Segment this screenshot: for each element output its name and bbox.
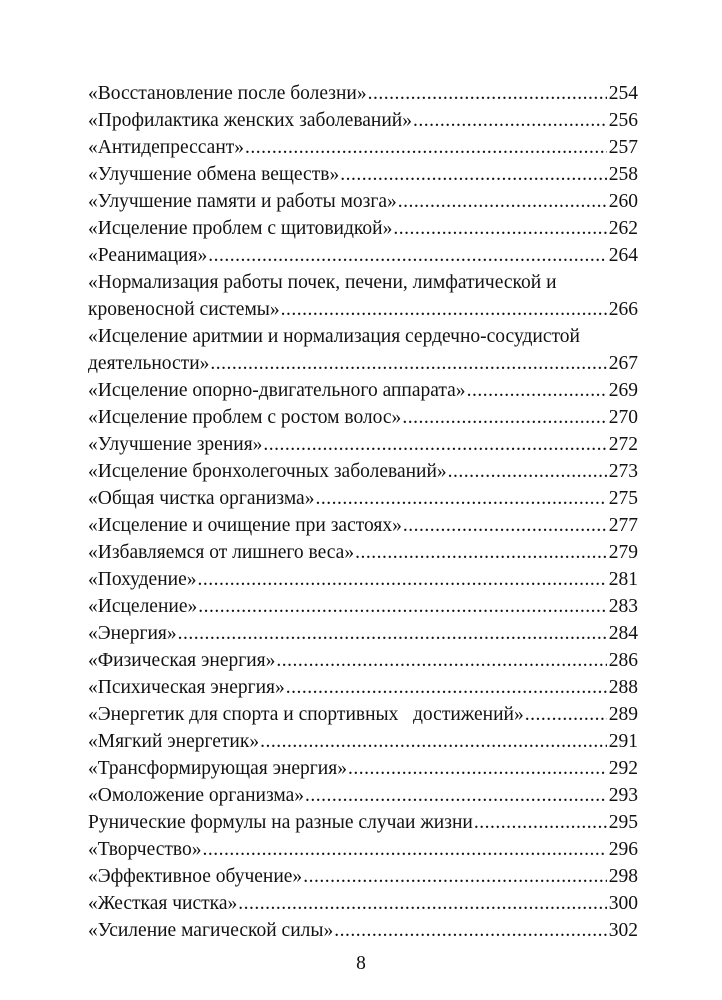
toc-entry-row xyxy=(88,404,638,431)
dot-leader xyxy=(398,188,607,215)
toc-entry-row xyxy=(88,242,638,269)
dot-leader xyxy=(238,890,607,917)
toc-entry-title: «Исцеление бронхолегочных заболеваний» xyxy=(88,461,447,482)
toc-entry xyxy=(88,566,638,593)
dot-leader xyxy=(202,836,606,863)
toc-entry-row xyxy=(88,809,638,836)
toc-entry-page: 291 xyxy=(608,731,638,752)
toc-entry xyxy=(88,161,638,188)
toc-entry-page: 286 xyxy=(608,650,638,671)
toc-entry xyxy=(88,215,638,242)
toc-entry-row xyxy=(88,647,638,674)
dot-leader xyxy=(198,593,607,620)
toc-entry-title: «Исцеление» xyxy=(88,596,198,617)
toc-entry-title: «Исцеление и очищение при застоях» xyxy=(88,515,402,536)
dot-leader xyxy=(448,458,607,485)
table-of-contents xyxy=(88,80,638,944)
toc-entry xyxy=(88,404,638,431)
toc-entry-page: 272 xyxy=(608,434,638,455)
toc-entry-title: «Восстановление после болезни» xyxy=(88,83,367,104)
toc-entry-title: кровеносной системы» xyxy=(88,299,280,320)
toc-entry-page: 262 xyxy=(608,218,638,239)
toc-entry-row xyxy=(88,458,638,485)
toc-entry-row xyxy=(88,620,638,647)
dot-leader xyxy=(208,242,607,269)
toc-entry-title: «Трансформирующая энергия» xyxy=(88,758,347,779)
toc-entry-page: 300 xyxy=(608,893,638,914)
page-number: 8 xyxy=(356,953,366,974)
toc-entry-page: 266 xyxy=(608,299,638,320)
toc-entry xyxy=(88,917,638,944)
toc-entry-row xyxy=(88,701,638,728)
toc-entry-title: «Реанимация» xyxy=(88,245,208,266)
toc-entry-page: 302 xyxy=(608,920,638,941)
dot-leader xyxy=(403,512,607,539)
dot-leader xyxy=(467,377,607,404)
toc-entry-row xyxy=(88,836,638,863)
toc-entry-title: «Энергетик для спорта и спортивных достижений» xyxy=(88,704,524,725)
toc-entry-title: «Похудение» xyxy=(88,569,197,590)
toc-entry-row xyxy=(88,755,638,782)
toc-entry-row xyxy=(88,80,638,107)
toc-entry-title-line: «Исцеление аритмии и нормализация сердечно-сосудистой xyxy=(88,326,580,347)
toc-entry-row xyxy=(88,539,638,566)
dot-leader xyxy=(413,107,607,134)
dot-leader xyxy=(393,215,606,242)
toc-entry-title: «Исцеление проблем с ростом волос» xyxy=(88,407,402,428)
toc-entry-page: 281 xyxy=(608,569,638,590)
dot-leader xyxy=(197,566,606,593)
toc-entry xyxy=(88,188,638,215)
toc-entry xyxy=(88,701,638,728)
toc-entry-row xyxy=(88,917,638,944)
toc-entry-row xyxy=(88,863,638,890)
dot-leader xyxy=(474,809,607,836)
dot-leader xyxy=(260,728,607,755)
toc-entry xyxy=(88,107,638,134)
toc-entry-title-line: «Нормализация работы почек, печени, лимфатической и xyxy=(88,272,557,293)
toc-entry-page: 254 xyxy=(608,83,638,104)
dot-leader xyxy=(178,620,607,647)
toc-entry xyxy=(88,647,638,674)
toc-entry-title: «Творчество» xyxy=(88,839,202,860)
toc-entry-title: Рунические формулы на разные случаи жизни xyxy=(88,812,473,833)
toc-entry-title: «Энергия» xyxy=(88,623,177,644)
dot-leader xyxy=(276,647,606,674)
toc-entry xyxy=(88,458,638,485)
toc-entry-page: 296 xyxy=(608,839,638,860)
dot-leader xyxy=(281,296,607,323)
toc-entry xyxy=(88,890,638,917)
toc-entry-row xyxy=(88,674,638,701)
toc-entry xyxy=(88,728,638,755)
toc-entry-page: 273 xyxy=(608,461,638,482)
toc-entry-page: 288 xyxy=(608,677,638,698)
toc-entry-row xyxy=(88,485,638,512)
toc-entry xyxy=(88,809,638,836)
toc-entry xyxy=(88,836,638,863)
dot-leader xyxy=(286,674,607,701)
toc-entry-row xyxy=(88,890,638,917)
toc-entry-title: «Омоложение организма» xyxy=(88,785,304,806)
dot-leader xyxy=(355,539,607,566)
toc-entry-page: 292 xyxy=(608,758,638,779)
toc-entry-title: «Психическая энергия» xyxy=(88,677,285,698)
toc-entry-row xyxy=(88,350,638,377)
toc-entry-page: 289 xyxy=(608,704,638,725)
toc-entry-row xyxy=(88,566,638,593)
dot-leader xyxy=(402,404,606,431)
toc-entry xyxy=(88,377,638,404)
dot-leader xyxy=(245,134,607,161)
toc-entry-row xyxy=(88,296,638,323)
toc-entry xyxy=(88,782,638,809)
toc-entry-page: 270 xyxy=(608,407,638,428)
toc-entry xyxy=(88,512,638,539)
toc-entry-title: «Профилактика женских заболеваний» xyxy=(88,110,412,131)
toc-entry xyxy=(88,863,638,890)
toc-entry-title: деятельности» xyxy=(88,353,210,374)
toc-entry-page: 293 xyxy=(608,785,638,806)
toc-entry-title: «Антидепрессант» xyxy=(88,137,245,158)
toc-entry xyxy=(88,323,638,377)
toc-entry-title: «Жесткая чистка» xyxy=(88,893,238,914)
toc-entry-row xyxy=(88,782,638,809)
toc-entry-row xyxy=(88,161,638,188)
dot-leader xyxy=(305,782,607,809)
toc-entry xyxy=(88,269,638,323)
dot-leader xyxy=(340,161,607,188)
toc-entry-page: 279 xyxy=(608,542,638,563)
toc-entry-page: 260 xyxy=(608,191,638,212)
toc-entry-page: 284 xyxy=(608,623,638,644)
toc-entry-row xyxy=(88,431,638,458)
dot-leader xyxy=(263,431,606,458)
toc-entry-page: 277 xyxy=(608,515,638,536)
toc-entry xyxy=(88,134,638,161)
toc-entry-title: «Избавляемся от лишнего веса» xyxy=(88,542,355,563)
dot-leader xyxy=(315,485,606,512)
toc-entry-page: 275 xyxy=(608,488,638,509)
toc-entry xyxy=(88,80,638,107)
toc-entry-title: «Мягкий энергетик» xyxy=(88,731,260,752)
toc-entry xyxy=(88,620,638,647)
dot-leader xyxy=(210,350,606,377)
toc-entry-row xyxy=(88,512,638,539)
toc-entry-title: «Эффективное обучение» xyxy=(88,866,303,887)
toc-entry-title: «Усиление магической силы» xyxy=(88,920,334,941)
toc-entry-page: 298 xyxy=(608,866,638,887)
toc-entry-title: «Улучшение зрения» xyxy=(88,434,263,455)
toc-entry xyxy=(88,674,638,701)
dot-leader xyxy=(334,917,607,944)
toc-entry-row xyxy=(88,134,638,161)
toc-entry-title: «Улучшение памяти и работы мозга» xyxy=(88,191,397,212)
toc-entry-row xyxy=(88,215,638,242)
toc-entry-row xyxy=(88,377,638,404)
dot-leader xyxy=(525,701,607,728)
toc-entry-page: 295 xyxy=(608,812,638,833)
toc-entry xyxy=(88,485,638,512)
toc-entry-page: 258 xyxy=(608,164,638,185)
toc-entry xyxy=(88,431,638,458)
toc-entry-row xyxy=(88,107,638,134)
toc-entry-page: 264 xyxy=(608,245,638,266)
toc-entry xyxy=(88,593,638,620)
toc-entry-title: «Физическая энергия» xyxy=(88,650,276,671)
toc-entry-page: 269 xyxy=(608,380,638,401)
dot-leader xyxy=(348,755,607,782)
toc-entry-page: 267 xyxy=(608,353,638,374)
toc-entry-page: 283 xyxy=(608,596,638,617)
dot-leader xyxy=(303,863,607,890)
toc-entry xyxy=(88,755,638,782)
toc-entry-row xyxy=(88,728,638,755)
toc-entry-title: «Улучшение обмена веществ» xyxy=(88,164,340,185)
toc-entry xyxy=(88,242,638,269)
toc-entry-row xyxy=(88,188,638,215)
dot-leader xyxy=(368,80,607,107)
toc-entry-title: «Исцеление опорно-двигательного аппарата» xyxy=(88,380,466,401)
toc-entry-page: 256 xyxy=(608,110,638,131)
toc-entry-row xyxy=(88,593,638,620)
toc-entry-title: «Исцеление проблем с щитовидкой» xyxy=(88,218,393,239)
toc-entry-page: 257 xyxy=(608,137,638,158)
toc-entry-title: «Общая чистка организма» xyxy=(88,488,315,509)
toc-entry xyxy=(88,539,638,566)
